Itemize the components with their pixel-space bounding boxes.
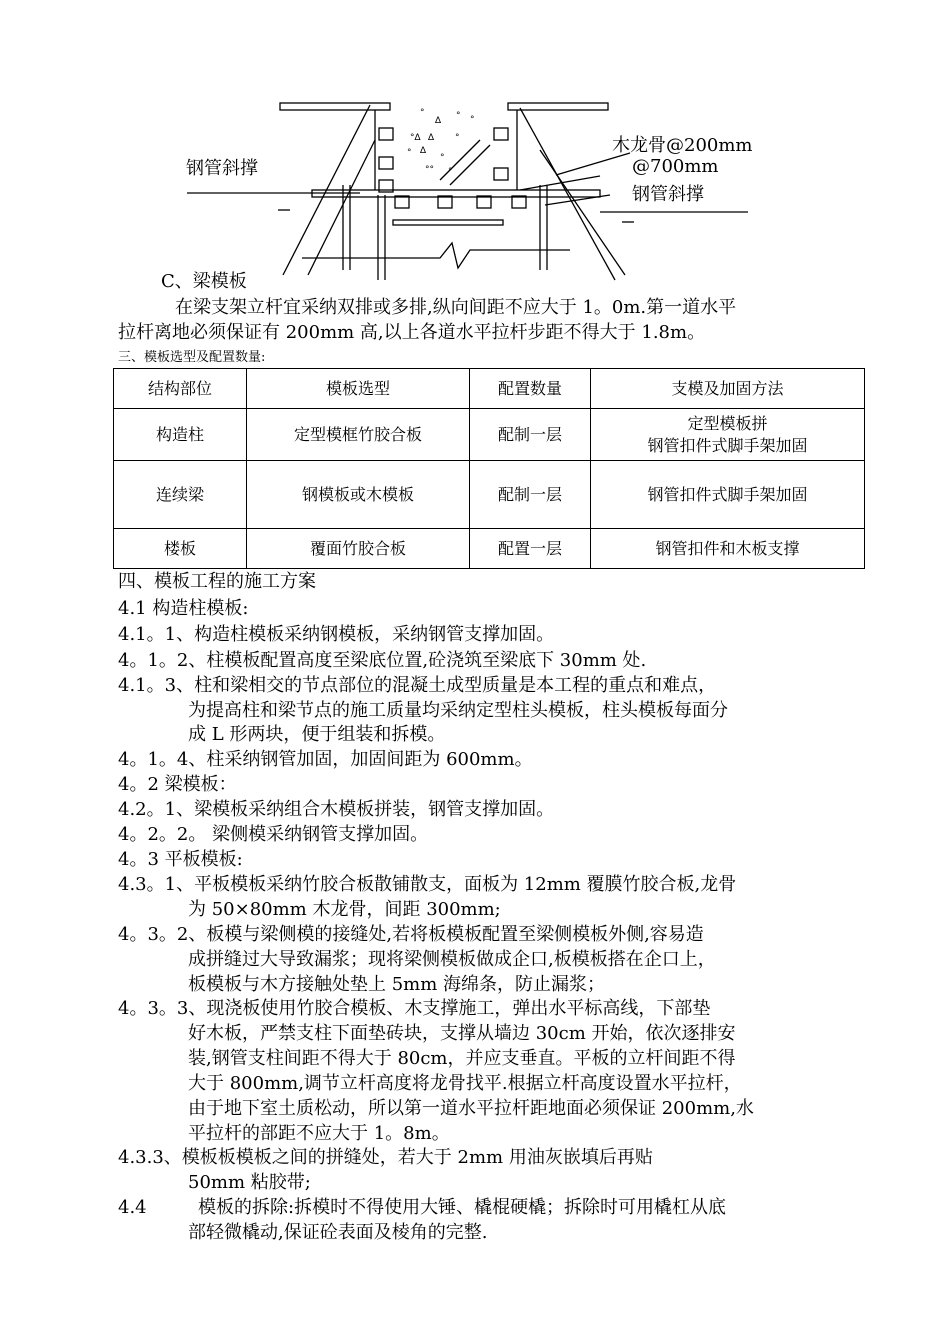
section-4-heading: 四、模板工程的施工方案 (118, 571, 316, 592)
s433-line6: 平拉杆的部距不应大于 1。8m。 (188, 1123, 450, 1144)
method-cell: 钢管扣件和木板支撑 (591, 529, 865, 569)
method-cell: 钢管扣件式脚手架加固 (591, 461, 865, 529)
s44-number: 4.4 (118, 1197, 147, 1218)
s44-line1: 模板的拆除:拆模时不得使用大锤、橇棍硬橇；拆除时可用橇杠从底 (198, 1197, 727, 1218)
s432-line1: 4。3。2、板模与梁侧模的接缝处,若将板模板配置至梁侧模板外侧,容易造 (118, 924, 704, 945)
qty-cell: 配制一层 (470, 409, 591, 461)
s413-line2: 为提高柱和梁节点的施工质量均采纳定型柱头模板，柱头模板每面分 (188, 700, 728, 721)
section-c-line1: 在梁支架立杆宜采纳双排或多排,纵向间距不应大于 1。0m.第一道水平 (175, 297, 737, 318)
s413-line1: 4.1。3、柱和梁相交的节点部位的混凝土成型质量是本工程的重点和难点， (118, 675, 717, 696)
header-cell: 结构部位 (114, 369, 247, 409)
s433b-line1: 4.3.3、模板板模板之间的拼缝处，若大于 2mm 用油灰嵌填后再贴 (118, 1147, 653, 1168)
svg-text:°: ° (456, 111, 461, 121)
svg-text:°: ° (407, 148, 412, 158)
wood-joist-label: 木龙骨@200mm (612, 135, 753, 156)
formwork-table (113, 368, 865, 569)
s433-line2: 好木板，严禁支柱下面垫砖块，支撑从墙边 30cm 开始，依次逐排安 (188, 1023, 736, 1044)
svg-text:°: ° (455, 133, 460, 143)
svg-text:°: ° (448, 167, 453, 177)
svg-text:°∆: °∆ (410, 133, 421, 143)
section-c-line2: 拉杆离地必须保证有 200mm 高,以上各道水平拉杆步距不得大于 1.8m。 (118, 322, 706, 343)
s431-line1: 4.3。1、平板模板采纳竹胶合板散铺散支，面板为 12mm 覆膜竹胶合板,龙骨 (118, 874, 737, 895)
s422: 4。2。2。 梁侧模采纳钢管支撑加固。 (118, 824, 429, 845)
section-3-heading: 三、模板选型及配置数量: (118, 350, 266, 365)
s412: 4。1。2、柱模板配置高度至梁底位置,砼浇筑至梁底下 30mm 处. (118, 650, 647, 671)
type-cell: 定型模框竹胶合板 (247, 409, 470, 461)
svg-text:°: ° (440, 153, 445, 163)
s432-line2: 成拼缝过大导致漏浆；现将梁侧模板做成企口,板模板搭在企口上， (188, 949, 716, 970)
s41: 4.1 构造柱模板: (118, 598, 249, 619)
part-cell: 构造柱 (114, 409, 247, 461)
svg-text:°: ° (420, 108, 425, 118)
method-line: 定型模板拼 (687, 413, 768, 433)
header-cell: 支模及加固方法 (591, 369, 865, 409)
s44-line2: 部轻微橇动,保证砼表面及棱角的完整. (188, 1222, 488, 1243)
s433-line4: 大于 800mm,调节立杆高度将龙骨找平.根据立杆高度设置水平拉杆， (188, 1073, 742, 1094)
section-c-heading: C、梁模板 (161, 271, 247, 292)
part-cell: 连续梁 (114, 461, 247, 529)
s431-line2: 为 50×80mm 木龙骨，间距 300mm; (188, 899, 501, 920)
qty-cell: 配制一层 (470, 461, 591, 529)
s432-line3: 板模板与木方接触处垫上 5mm 海绵条，防止漏浆； (188, 974, 606, 995)
svg-text:∆: ∆ (428, 133, 435, 143)
s433-line3: 装,钢管支柱间距不得大于 80cm，并应支垂直。平板的立杆间距不得 (188, 1048, 736, 1069)
part-cell: 楼板 (114, 529, 247, 569)
s433b-line2: 50mm 粘胶带; (188, 1172, 311, 1193)
svg-text:∆: ∆ (435, 116, 442, 126)
table-header-row (114, 369, 865, 409)
qty-cell: 配置一层 (470, 529, 591, 569)
table-row (114, 409, 865, 461)
left-slab-plate (280, 103, 390, 110)
s433-line1: 4。3。3、现浇板使用竹胶合模板、木支撑施工，弹出水平标高线，下部垫 (118, 998, 711, 1019)
svg-text:°°: °° (425, 165, 434, 175)
type-cell: 钢模板或木模板 (247, 461, 470, 529)
svg-text:°: ° (470, 115, 475, 125)
header-cell: 模板选型 (247, 369, 470, 409)
left-brace-label: 钢管斜撑 (186, 158, 258, 179)
right-slab-plate (508, 103, 608, 110)
method-cell (591, 409, 865, 461)
s42: 4。2 梁模板： (118, 774, 237, 795)
s433-line5: 由于地下室土质松动，所以第一道水平拉杆距地面必须保证 200mm,水 (188, 1098, 754, 1119)
s414: 4。1。4、柱采纳钢管加固，加固间距为 600mm。 (118, 749, 533, 770)
header-cell: 配置数量 (470, 369, 591, 409)
method-line: 钢管扣件式脚手架加固 (647, 435, 808, 455)
s413-line3: 成 L 形两块，便于组装和拆模。 (188, 724, 446, 745)
beam-formwork-diagram (0, 0, 950, 300)
s43: 4。3 平板模板: (118, 849, 243, 870)
table-row (114, 461, 865, 529)
spacing-label: @700mm (632, 156, 719, 177)
s411: 4.1。1、构造柱模板采纳钢模板，采纳钢管支撑加固。 (118, 624, 555, 645)
right-brace-label: 钢管斜撑 (632, 184, 704, 205)
type-cell: 覆面竹胶合板 (247, 529, 470, 569)
table-row (114, 529, 865, 569)
svg-text:∆: ∆ (420, 146, 427, 156)
s421: 4.2。1、梁模板采纳组合木模板拼装，钢管支撑加固。 (118, 799, 555, 820)
